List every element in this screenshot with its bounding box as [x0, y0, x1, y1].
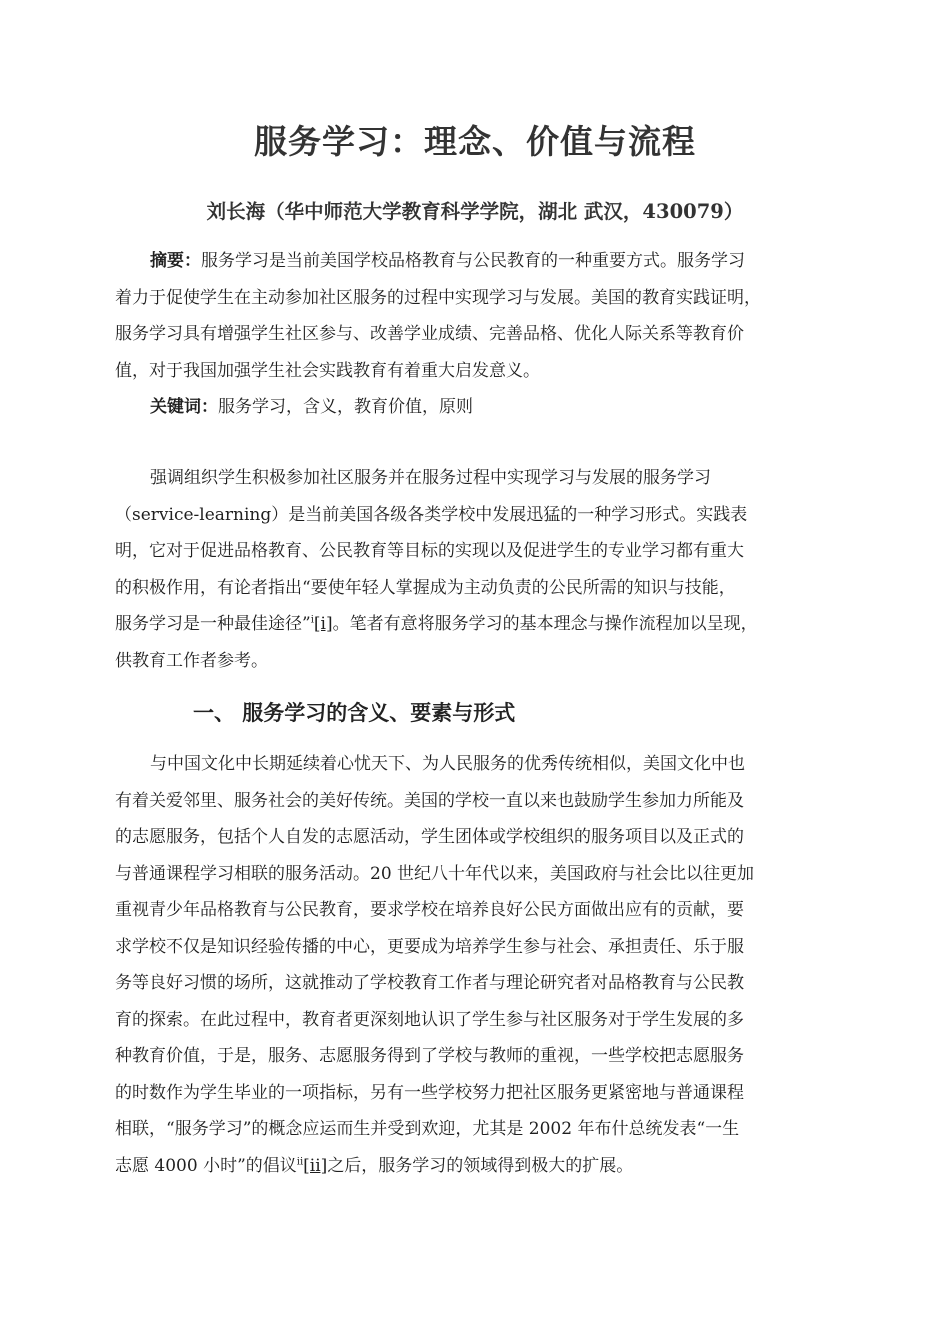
footnote-marker: ii — [296, 1155, 304, 1167]
author-affiliation: 刘长海（华中师范大学教育科学学院，湖北 武汉，430079） — [206, 200, 744, 223]
intro-line: 供教育工作者参考。 — [115, 650, 268, 671]
section1-line: 的时数作为学生毕业的一项指标，另有一些学校努力把社区服务更紧密地与普通课程 — [115, 1082, 744, 1103]
intro-line: 明，它对于促进品格教育、公民教育等目标的实现以及促进学生的专业学习都有重大 — [115, 541, 744, 561]
keywords-line — [115, 389, 850, 426]
footnote-marker: i — [310, 614, 314, 626]
section1-line: 求学校不仅是知识经验传播的中心，更要成为培养学生参与社会、承担责任、乐于服 — [115, 936, 744, 957]
intro-line: 强调组织学生积极参加社区服务并在服务过程中实现学习与发展的服务学习 — [150, 468, 711, 488]
endnote-link-ii[interactable]: [ii] — [303, 1155, 328, 1176]
abstract-block — [115, 243, 850, 426]
section1-line: 相联，“服务学习”的概念应运而生并受到欢迎，尤其是 2002 年布什总统发表“一生 — [115, 1119, 740, 1139]
section1-line: 种教育价值，于是，服务、志愿服务得到了学校与教师的重视，一些学校把志愿服务 — [115, 1046, 744, 1066]
section1-line: 与中国文化中长期延续着心忧天下、为人民服务的优秀传统相似，美国文化中也 — [150, 754, 745, 774]
section1-line: 有着关爱邻里、服务社会的美好传统。美国的学校一直以来也鼓励学生参加力所能及 — [115, 790, 744, 811]
intro-line: 的积极作用，有论者指出“要使年轻人掌握成为主动负责的公民所需的知识与技能， — [115, 577, 736, 598]
section1-line: 育的探索。在此过程中，教育者更深刻地认识了学生参与社区服务对于学生发展的多 — [115, 1009, 744, 1030]
section1-paragraph — [115, 746, 850, 1184]
keywords-text: 服务学习，含义，教育价值，原则 — [218, 397, 473, 417]
intro-line: 服务学习是一种最佳途径”$^i$[i]。笔者有意将服务学习的基本理念与操作流程加以呈现， — [115, 614, 758, 634]
keywords-label: 关键词： — [150, 397, 218, 417]
abstract-line: 摘要：服务学习是当前美国学校品格教育与公民教育的一种重要方式。服务学习 — [150, 251, 745, 271]
section1-line: 务等良好习惯的场所，这就推动了学校教育工作者与理论研究者对品格教育与公民教 — [115, 973, 744, 993]
intro-line: （service-learning）是当前美国各级各类学校中发展迅猛的一种学习形式。实践表 — [115, 504, 748, 525]
section-heading: 一、 服务学习的含义、要素与形式 — [193, 700, 516, 725]
page-title: 服务学习：理念、价值与流程 — [254, 122, 696, 161]
section1-line: 重视青少年品格教育与公民教育，要求学校在培养良好公民方面做出应有的贡献，要 — [115, 900, 744, 920]
abstract-line: 服务学习具有增强学生社区参与、改善学业成绩、完善品格、优化人际关系等教育价 — [115, 324, 744, 344]
section1-line: 与普通课程学习相联的服务活动。20 世纪八十年代以来，美国政府与社会比以往更加 — [115, 863, 755, 884]
abstract-label: 摘要： — [150, 251, 201, 271]
endnote-link-i[interactable]: [i] — [313, 614, 333, 634]
abstract-line: 值，对于我国加强学生社会实践教育有着重大启发意义。 — [115, 360, 540, 381]
section1-line: 的志愿服务，包括个人自发的志愿活动，学生团体或学校组织的服务项目以及正式的 — [115, 827, 744, 847]
section1-line: 志愿 4000 小时”的倡议$^{ii}$[ii]之后，服务学习的领域得到极大的扩展。 — [115, 1155, 634, 1176]
intro-paragraph — [115, 460, 850, 679]
abstract-line: 着力于促使学生在主动参加社区服务的过程中实现学习与发展。美国的教育实践证明， — [115, 287, 761, 308]
